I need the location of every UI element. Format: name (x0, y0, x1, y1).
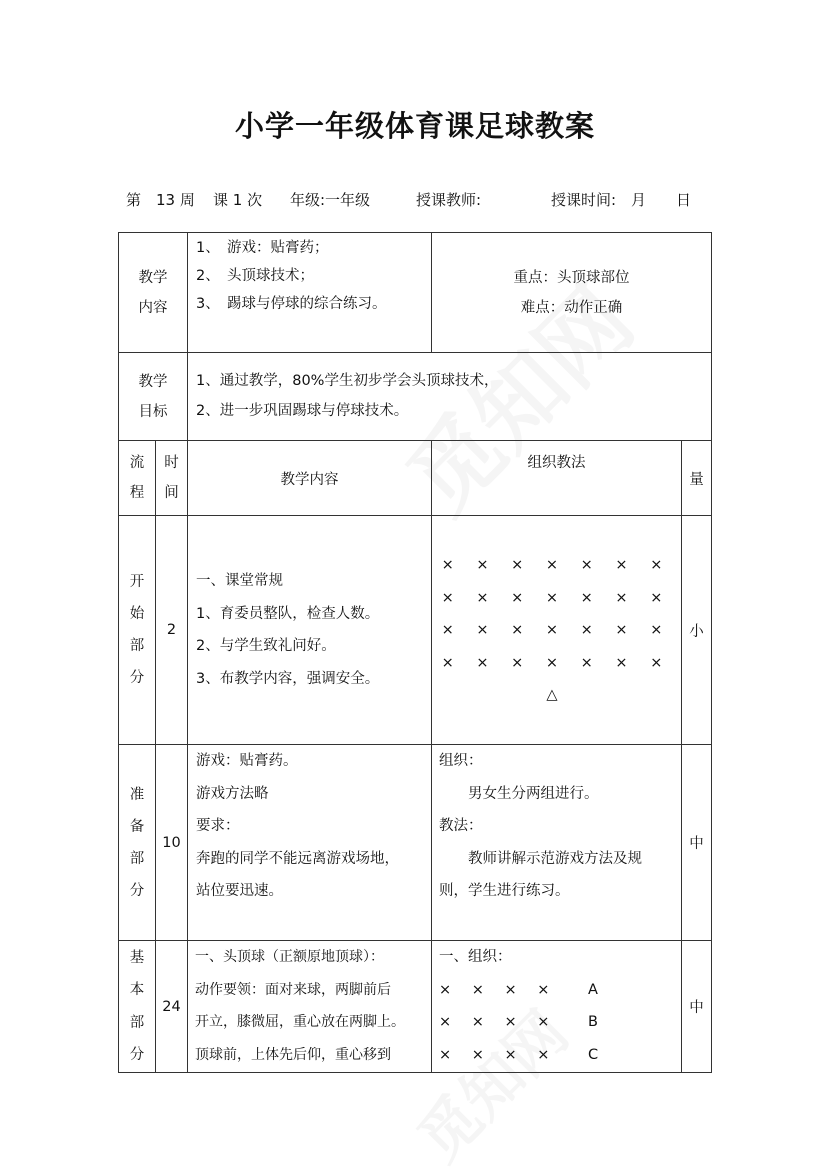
text-line: 1、通过教学，80%学生初步学会头顶球技术， (196, 373, 499, 389)
section-time: 2 (155, 515, 188, 745)
text-line: 2、进一步巩固踢球与停球技术。 (196, 403, 409, 419)
section-amount: 中 (681, 940, 712, 1073)
section-amount: 小 (681, 515, 712, 745)
text-line: 2、 头顶球技术； (196, 268, 314, 284)
section-method (431, 940, 682, 1073)
text-line: 教学 (138, 269, 168, 286)
time: 授课时间: 月 日 (551, 191, 692, 209)
text-line: 开 (129, 574, 145, 590)
text-line: 内容 (138, 299, 168, 316)
text-line: 部 (129, 1014, 145, 1031)
text-line: 分 (129, 1047, 145, 1063)
content-items (187, 232, 432, 353)
text-line: 3、布教学内容，强调安全。 (196, 670, 380, 687)
text-line: 程 (129, 485, 145, 501)
text-line: 部 (129, 850, 145, 867)
text-line: × × × × × × × (441, 622, 672, 638)
text-line: 部 (129, 638, 145, 654)
text-line: 准 (129, 786, 145, 803)
col-method: 组织教法 (431, 440, 682, 516)
text-line: 游戏方法略 (196, 785, 269, 802)
text-line: 站位要迅速。 (196, 883, 283, 899)
text-line: 教法： (439, 818, 483, 834)
section-amount: 中 (681, 744, 712, 941)
text-line: × × × × (439, 1014, 558, 1030)
goal-label (118, 352, 188, 441)
text-line: 教学 (138, 373, 168, 390)
text-line: 一、课堂常规 (196, 573, 283, 589)
text-line: 游戏：贴膏药。 (196, 753, 298, 769)
text-line: 备 (129, 818, 145, 835)
text-line: 分 (129, 670, 145, 686)
text-line: 始 (129, 606, 145, 622)
text-line: 本 (129, 982, 145, 998)
text-line: 奔跑的同学不能远离游戏场地， (196, 850, 399, 867)
text-line: 分 (129, 882, 145, 899)
text-line: C (588, 1046, 599, 1063)
col-content: 教学内容 (187, 440, 432, 516)
text-line: 时 (164, 455, 179, 471)
col-flow (118, 440, 156, 516)
section-content (187, 940, 432, 1073)
text-line (439, 1039, 681, 1072)
text-line: 间 (164, 485, 179, 501)
content-label (118, 232, 188, 353)
lesson: 课 1 次 (213, 191, 263, 209)
section-name-main (118, 940, 156, 1073)
text-line (439, 1006, 681, 1039)
text-line: 组织： (439, 753, 483, 769)
text-line: A (588, 981, 598, 998)
text-line: 要求： (196, 818, 240, 834)
teacher: 授课教师: (416, 191, 482, 209)
section-content (187, 515, 432, 745)
grade: 年级:一年级 (290, 191, 371, 209)
text-line: 则，学生进行练习。 (439, 883, 570, 899)
text-line (439, 974, 681, 1007)
document-title: 小学一年级体育课足球教案 (234, 109, 595, 143)
text-line: 开立，膝微屈，重心放在两脚上。 (195, 1014, 405, 1030)
text-line: 1、 游戏：贴膏药； (196, 240, 329, 256)
formation-diagram (431, 515, 682, 745)
week: 第 13 周 (126, 191, 195, 209)
section-name-start (118, 515, 156, 745)
section-content (187, 744, 432, 941)
section-method (431, 744, 682, 941)
text-line: B (588, 1014, 598, 1030)
text-line: × × × × × × × (441, 589, 672, 606)
text-line: 目标 (138, 403, 168, 420)
text-line: 顶球前，上体先后仰，重心移到 (195, 1046, 391, 1063)
text-line: × × × × (439, 981, 558, 998)
text-line: 3、 踢球与停球的综合练习。 (196, 296, 387, 312)
text-line: × × × × × × × (441, 557, 672, 573)
text-line: 流 (129, 455, 145, 471)
text-line: 动作要领：面对来球，两脚前后 (195, 981, 391, 998)
section-name-prep (118, 744, 156, 941)
col-amount: 量 (681, 440, 712, 516)
section-time: 10 (155, 744, 188, 941)
text-line: × × × × × × × (441, 654, 672, 671)
text-line: 基 (129, 949, 145, 966)
teacher-triangle-icon: △ (546, 687, 567, 703)
text-line: 一、头顶球（正额原地顶球）： (195, 949, 384, 965)
text-line: 1、育委员整队，检查人数。 (196, 605, 380, 622)
col-time (155, 440, 188, 516)
text-line: × × × × (439, 1046, 558, 1063)
key-points (431, 232, 712, 353)
text-line: 2、与学生致礼问好。 (196, 638, 336, 654)
text-line: 一、组织： (439, 949, 512, 965)
text-line: 教师讲解示范游戏方法及规 (439, 850, 642, 867)
text-line: 难点：动作正确 (520, 300, 623, 316)
text-line: 男女生分两组进行。 (439, 785, 599, 802)
section-time: 24 (155, 940, 188, 1073)
text-line: 重点：头顶球部位 (513, 270, 630, 286)
goal-items (187, 352, 712, 441)
